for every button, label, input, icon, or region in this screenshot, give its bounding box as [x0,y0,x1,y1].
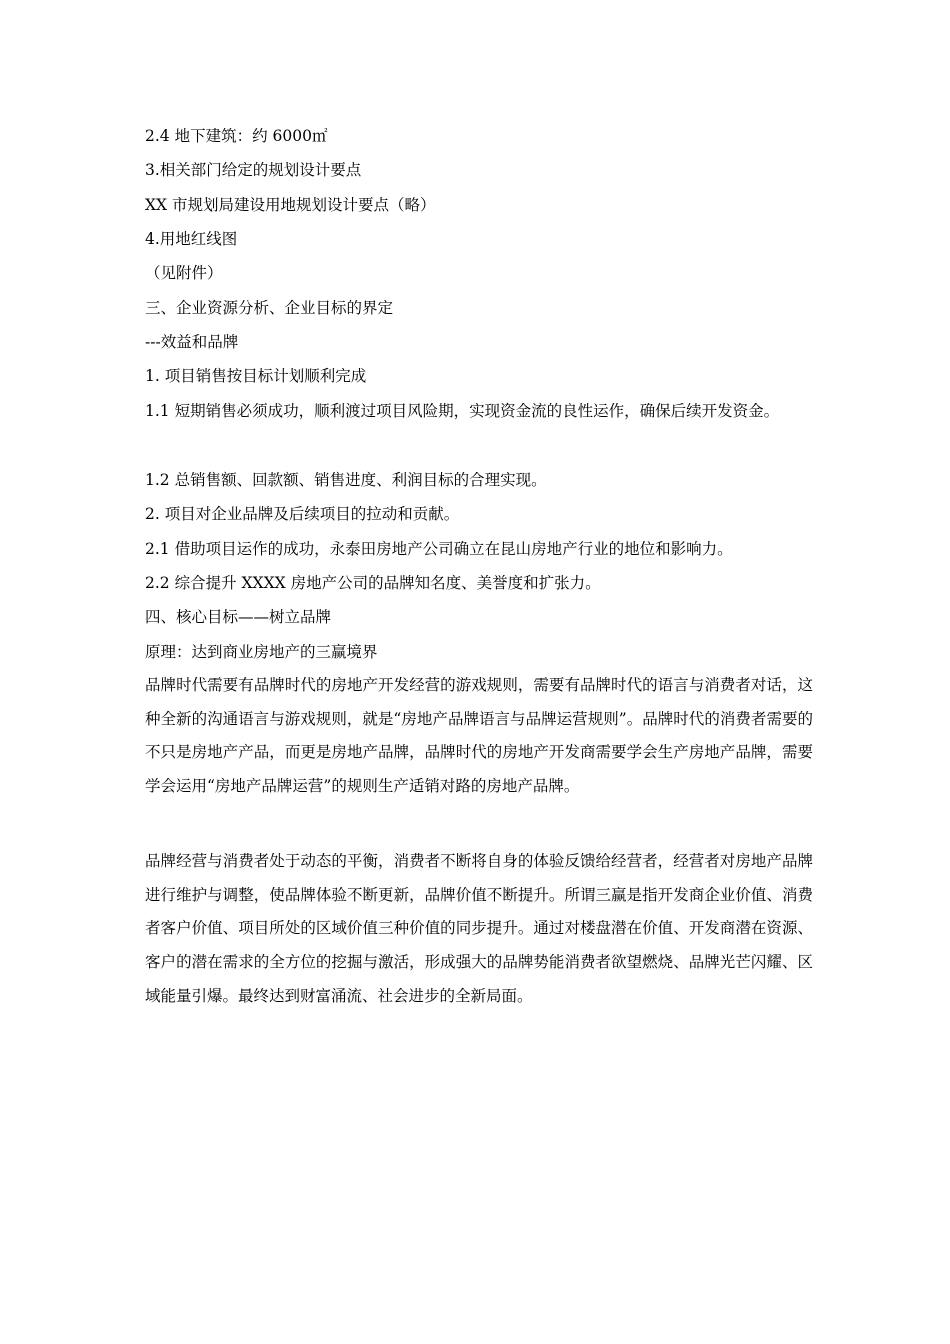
section-subheading-benefit-brand: ---效益和品牌 [145,333,239,351]
text-line-short-term-sales: 1.1 短期销售必须成功，顺利渡过项目风险期，实现资金流的良性运作，确保后续开发资金。 [145,402,780,420]
text-line-sales-targets: 1.2 总销售额、回款额、销售进度、利润目标的合理实现。 [145,471,547,489]
text-line-red-line-heading: 4.用地红线图 [145,230,238,248]
paragraph-brand-era: 品牌时代需要有品牌时代的房地产开发经营的游戏规则，需要有品牌时代的语言与消费者对话，这种全新的沟通语言与游戏规则，就是“房地产品牌语言与品牌运营规则”。品牌时代的消费者需要的不只是房地产产品，而更是房地产品牌，品牌时代的房地产开发商需要学会生产房地产品牌，需要学会运用“房地产品牌运营”的规则生产适销对路的房地产品牌。 [145,676,813,796]
text-line-see-attachment: （见附件） [145,264,223,282]
text-line-principle: 原理：达到商业房地产的三赢境界 [145,643,378,661]
text-line-sales-goal: 1. 项目销售按目标计划顺利完成 [145,367,367,385]
text-line-brand-promotion: 2.2 综合提升 XXXX 房地产公司的品牌知名度、美誉度和扩张力。 [145,574,601,592]
section-heading-resource-analysis: 三、企业资源分析、企业目标的界定 [145,299,394,317]
text-line-underground-area: 2.4 地下建筑：约 6000㎡ [145,127,328,145]
text-line-planning-points: XX 市规划局建设用地规划设计要点（略） [145,196,436,214]
section-heading-core-goal: 四、核心目标——树立品牌 [145,608,332,626]
text-line-company-position: 2.1 借助项目运作的成功，永泰田房地产公司确立在昆山房地产行业的地位和影响力。 [145,540,733,558]
text-line-brand-contribution: 2. 项目对企业品牌及后续项目的拉动和贡献。 [145,505,460,523]
text-line-planning-points-heading: 3.相关部门给定的规划设计要点 [145,161,362,179]
paragraph-brand-operation: 品牌经营与消费者处于动态的平衡，消费者不断将自身的体验反馈给经营者，经营者对房地产品牌进行维护与调整，使品牌体验不断更新，品牌价值不断提升。所谓三赢是指开发商企业价值、消费者客户价值、项目所处的区域价值三种价值的同步提升。通过对楼盘潜在价值、开发商潜在资源、客户的潜在需求的全方位的挖掘与激活，形成强大的品牌势能消费者欲望燃烧、品牌光芒闪耀、区域能量引爆。最终达到财富涌流、社会进步的全新局面。 [145,852,813,1005]
